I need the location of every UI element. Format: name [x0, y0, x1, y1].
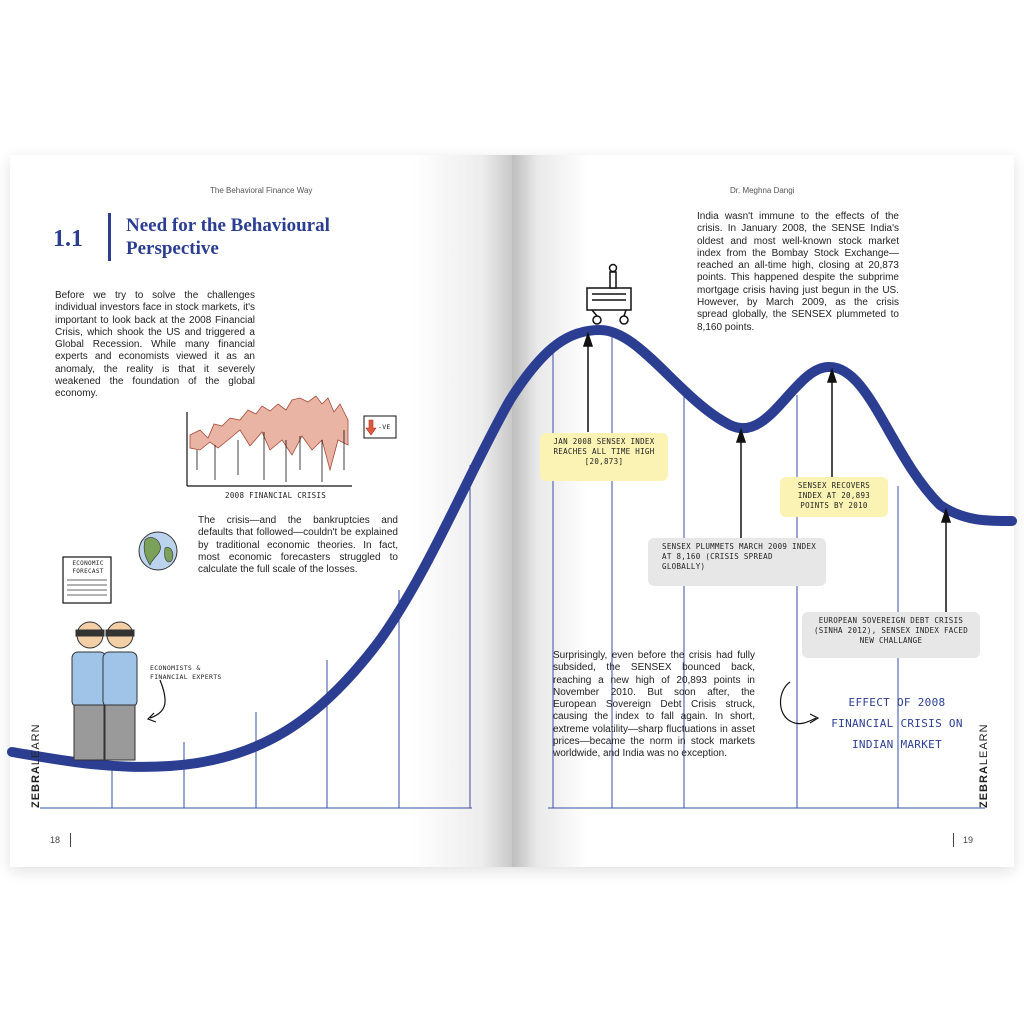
left-page-number-bar — [70, 833, 71, 847]
india-paragraph: India wasn't immune to the effects of the crisis. In January 2008, the SENSE India's oldest and most well-known stock market index from the Bombay Stock Exchange—reached an all-time high, closing at 20,873 points. This happened despite the subprime mortgage crisis having just begun in the US. However, by March 2009, as the crisis spread globally, the SENSEX plummeted to 8,160 points. — [697, 211, 899, 333]
right-running-head: Dr. Meghna Dangi — [730, 186, 795, 195]
mini-chart-caption: 2008 FINANCIAL CRISIS — [225, 491, 327, 500]
section-title: Need for the Behavioural Perspective — [126, 215, 330, 259]
right-page-number-bar — [953, 833, 954, 847]
effect-title: EFFECT OF 2008 FINANCIAL CRISIS ON INDIAN MARKET — [831, 696, 963, 751]
recover-annotation: SENSEX RECOVERS INDEX AT 20,893 POINTS BY 2010 — [780, 477, 888, 517]
mini-crisis-chart — [187, 396, 396, 486]
economists-pointer-arrow — [150, 680, 165, 718]
down-badge-label: -VE — [378, 423, 391, 431]
economists-figures — [72, 622, 137, 760]
peak-annotation: JAN 2008 SENSEX INDEX REACHES ALL TIME HIGH [20,873] — [540, 433, 668, 481]
effect-pointer-arrow — [781, 682, 817, 724]
section-number: 1.1 — [53, 226, 83, 252]
brand-logo-left: ZEBRALEARN — [30, 723, 42, 808]
left-running-head: The Behavioral Finance Way — [210, 186, 313, 195]
economists-label: ECONOMISTS & FINANCIAL EXPERTS — [150, 664, 222, 681]
surprise-paragraph: Surprisingly, even before the crisis had fully subsided, the SENSEX bounced back, reaching a new high of 20,893 points in November 2010. But soon after, the European Sovereign Debt Crisis struck, causing the index to fall again. In short, extreme volatility—sharp fluctuations in asset prices—became the norm in stock markets worldwide, and India was no exception. — [553, 650, 755, 760]
crisis-paragraph: The crisis—and the bankruptcies and defaults that followed—couldn't be explained by traditional economic theories. In fact, most economic forecasters struggled to calculate the full scale of the losses. — [198, 515, 398, 576]
forecast-paper-label: ECONOMIC FORECAST — [72, 560, 104, 575]
left-page-number: 18 — [50, 835, 61, 845]
globe-icon — [139, 532, 177, 570]
cart-icon — [587, 265, 631, 325]
european-crisis-annotation: EUROPEAN SOVEREIGN DEBT CRISIS (SINHA 2012), SENSEX INDEX FACED NEW CHALLANGE — [802, 612, 980, 658]
plummet-annotation: SENSEX PLUMMETS MARCH 2009 INDEX AT 8,160 (CRISIS SPREAD GLOBALLY) — [648, 538, 826, 586]
intro-paragraph: Before we try to solve the challenges individual investors face in stock markets, it's important to look back at the 2008 Financial Crisis, which shook the US and triggered a Global Recession. While many financial experts and economists viewed it as an anomaly, the reality is that it severely weakened the foundation of the global economy. — [55, 290, 255, 400]
right-page-number: 19 — [963, 835, 974, 845]
brand-logo-right: ZEBRALEARN — [978, 723, 990, 808]
